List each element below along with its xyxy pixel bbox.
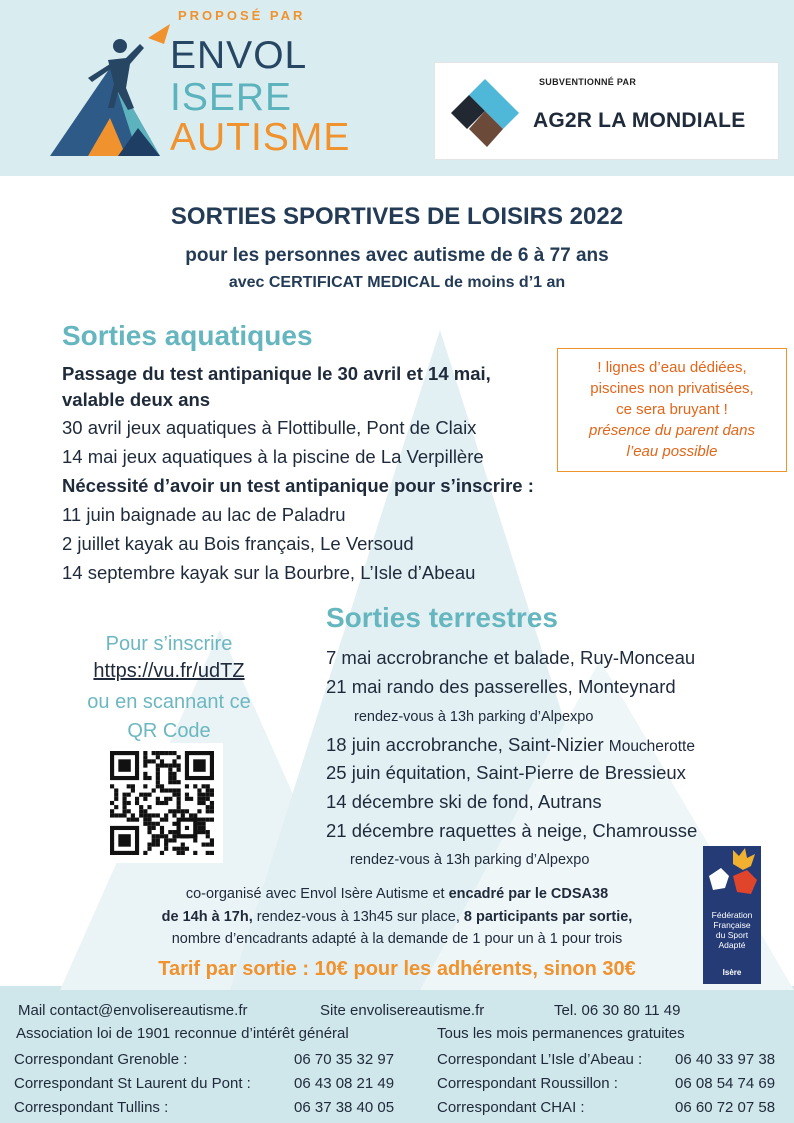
qr-code-pattern [109, 751, 215, 855]
contact-phone: 06 08 54 74 69 [675, 1075, 776, 1092]
aquatic-heading: Sorties aquatiques [62, 320, 313, 351]
land-item [326, 734, 695, 758]
footer-permanences: Tous les mois permanences gratuites [437, 1025, 685, 1042]
notice-line: piscines non privatisées, [590, 380, 754, 397]
federation-region: Isère [722, 968, 742, 977]
organization-line3: nombre d’encadrants adapté à la demande de 1 pour un à 1 pour trois [171, 931, 623, 947]
contact-label: Correspondant Tullins : [14, 1099, 169, 1116]
aquatic-test-line1: Passage du test antipanique le 30 avril et 14 mai, [62, 363, 491, 384]
registration-scan-label: ou en scannant ce [87, 691, 251, 713]
aquatic-item: 30 avril jeux aquatiques à Flottibulle, Pont de Claix [62, 417, 477, 438]
notice-line: ce sera bruyant ! [616, 401, 728, 418]
organization-line1 [0, 884, 794, 904]
land-item: 7 mai accrobranche et balade, Ruy-Monceau [326, 647, 696, 668]
proposed-by-label: PROPOSÉ PAR [178, 8, 306, 23]
aquatic-item: 14 mai jeux aquatiques à la piscine de La Verpillère [62, 446, 484, 467]
registration-label: Pour s’inscrire [105, 633, 233, 655]
page-subtitle-certificate: avec CERTIFICAT MEDICAL de moins d’1 an [228, 274, 566, 291]
notice-line: l’eau possible [626, 443, 718, 460]
land-meeting-note: rendez-vous à 13h parking d’Alpexpo [354, 709, 594, 725]
subsidized-by-label: SUBVENTIONNÉ PAR [539, 77, 637, 87]
land-item: 14 décembre ski de fond, Autrans [326, 791, 602, 812]
notice-line: présence du parent dans [589, 422, 755, 439]
contact-phone: 06 40 33 97 38 [675, 1051, 776, 1068]
land-item: 21 mai rando des passerelles, Monteynard [326, 676, 676, 697]
aquatic-test-line2: valable deux ans [62, 389, 211, 410]
contact-phone: 06 70 35 32 97 [294, 1051, 395, 1068]
org-participants: 8 participants par sortie, [463, 909, 633, 925]
logo-word-isere: ISERE [170, 76, 293, 119]
federation-name-line: Fédération [711, 910, 753, 920]
federation-name-line: Adapté [718, 940, 746, 950]
sponsor-name: AG2R LA MONDIALE [533, 109, 746, 132]
land-item: 21 décembre raquettes à neige, Chamrousse [326, 820, 698, 841]
org-supervisor: encadré par le CDSA38 [448, 886, 609, 902]
aquatic-item: 11 juin baignade au lac de Paladru [62, 504, 346, 525]
contact-label: Correspondant Grenoble : [14, 1051, 188, 1068]
aquatic-requirement: Nécessité d’avoir un test antipanique pour s’inscrire : [62, 475, 534, 496]
page-title: SORTIES SPORTIVES DE LOISIRS 2022 [170, 203, 624, 230]
contact-phone: 06 37 38 40 05 [294, 1099, 395, 1116]
aquatic-item: 2 juillet kayak au Bois français, Le Versoud [62, 533, 414, 554]
contact-label: Correspondant L’Isle d’Abeau : [437, 1051, 643, 1068]
footer-association: Association loi de 1901 reconnue d’intérêt général [16, 1025, 349, 1042]
land-heading: Sorties terrestres [326, 602, 558, 633]
federation-name-line: du Sport [715, 930, 749, 940]
org-hours: de 14h à 17h, [161, 909, 253, 925]
federation-name-line: Française [713, 920, 751, 930]
contact-phone: 06 60 72 07 58 [675, 1099, 776, 1116]
land-item: 25 juin équitation, Saint-Pierre de Bressieux [326, 762, 686, 783]
org-meeting: rendez-vous à 13h45 sur place, [252, 909, 464, 925]
contact-label: Correspondant Roussillon : [437, 1075, 618, 1092]
land-meeting-note: rendez-vous à 13h parking d’Alpexpo [350, 852, 590, 868]
footer-site[interactable]: Site envolisereautisme.fr [320, 1002, 485, 1019]
contact-label: Correspondant St Laurent du Pont : [14, 1075, 251, 1092]
notice-line: ! lignes d’eau dédiées, [597, 359, 747, 376]
footer-mail[interactable]: Mail contact@envolisereautisme.fr [18, 1002, 248, 1019]
land-item-text: 18 juin accrobranche, Saint-Nizier [326, 734, 604, 755]
aquatic-item: 14 septembre kayak sur la Bourbre, L’Isle d’Abeau [62, 562, 476, 583]
logo-word-autisme: AUTISME [170, 116, 351, 159]
logo-word-envol: ENVOL [170, 34, 308, 77]
land-item-suffix: Moucherotte [608, 738, 695, 755]
organization-line2 [0, 907, 794, 927]
footer-tel: Tel. 06 30 80 11 49 [554, 1002, 681, 1019]
price-line: Tarif par sortie : 10€ pour les adhérents, sinon 30€ [158, 958, 636, 980]
qr-code[interactable] [101, 743, 223, 863]
contact-label: Correspondant CHAI : [437, 1099, 585, 1116]
registration-link[interactable]: https://vu.fr/udTZ [93, 660, 245, 682]
ag2r-logo-icon [447, 75, 523, 151]
page-subtitle: pour les personnes avec autisme de 6 à 77 ans [185, 245, 609, 266]
contact-phone: 06 43 08 21 49 [294, 1075, 395, 1092]
registration-qr-label: QR Code [127, 720, 211, 742]
org-text: co-organisé avec Envol Isère Autisme et [185, 886, 449, 902]
sponsor-box [434, 62, 779, 160]
pool-notice-box [557, 348, 787, 472]
